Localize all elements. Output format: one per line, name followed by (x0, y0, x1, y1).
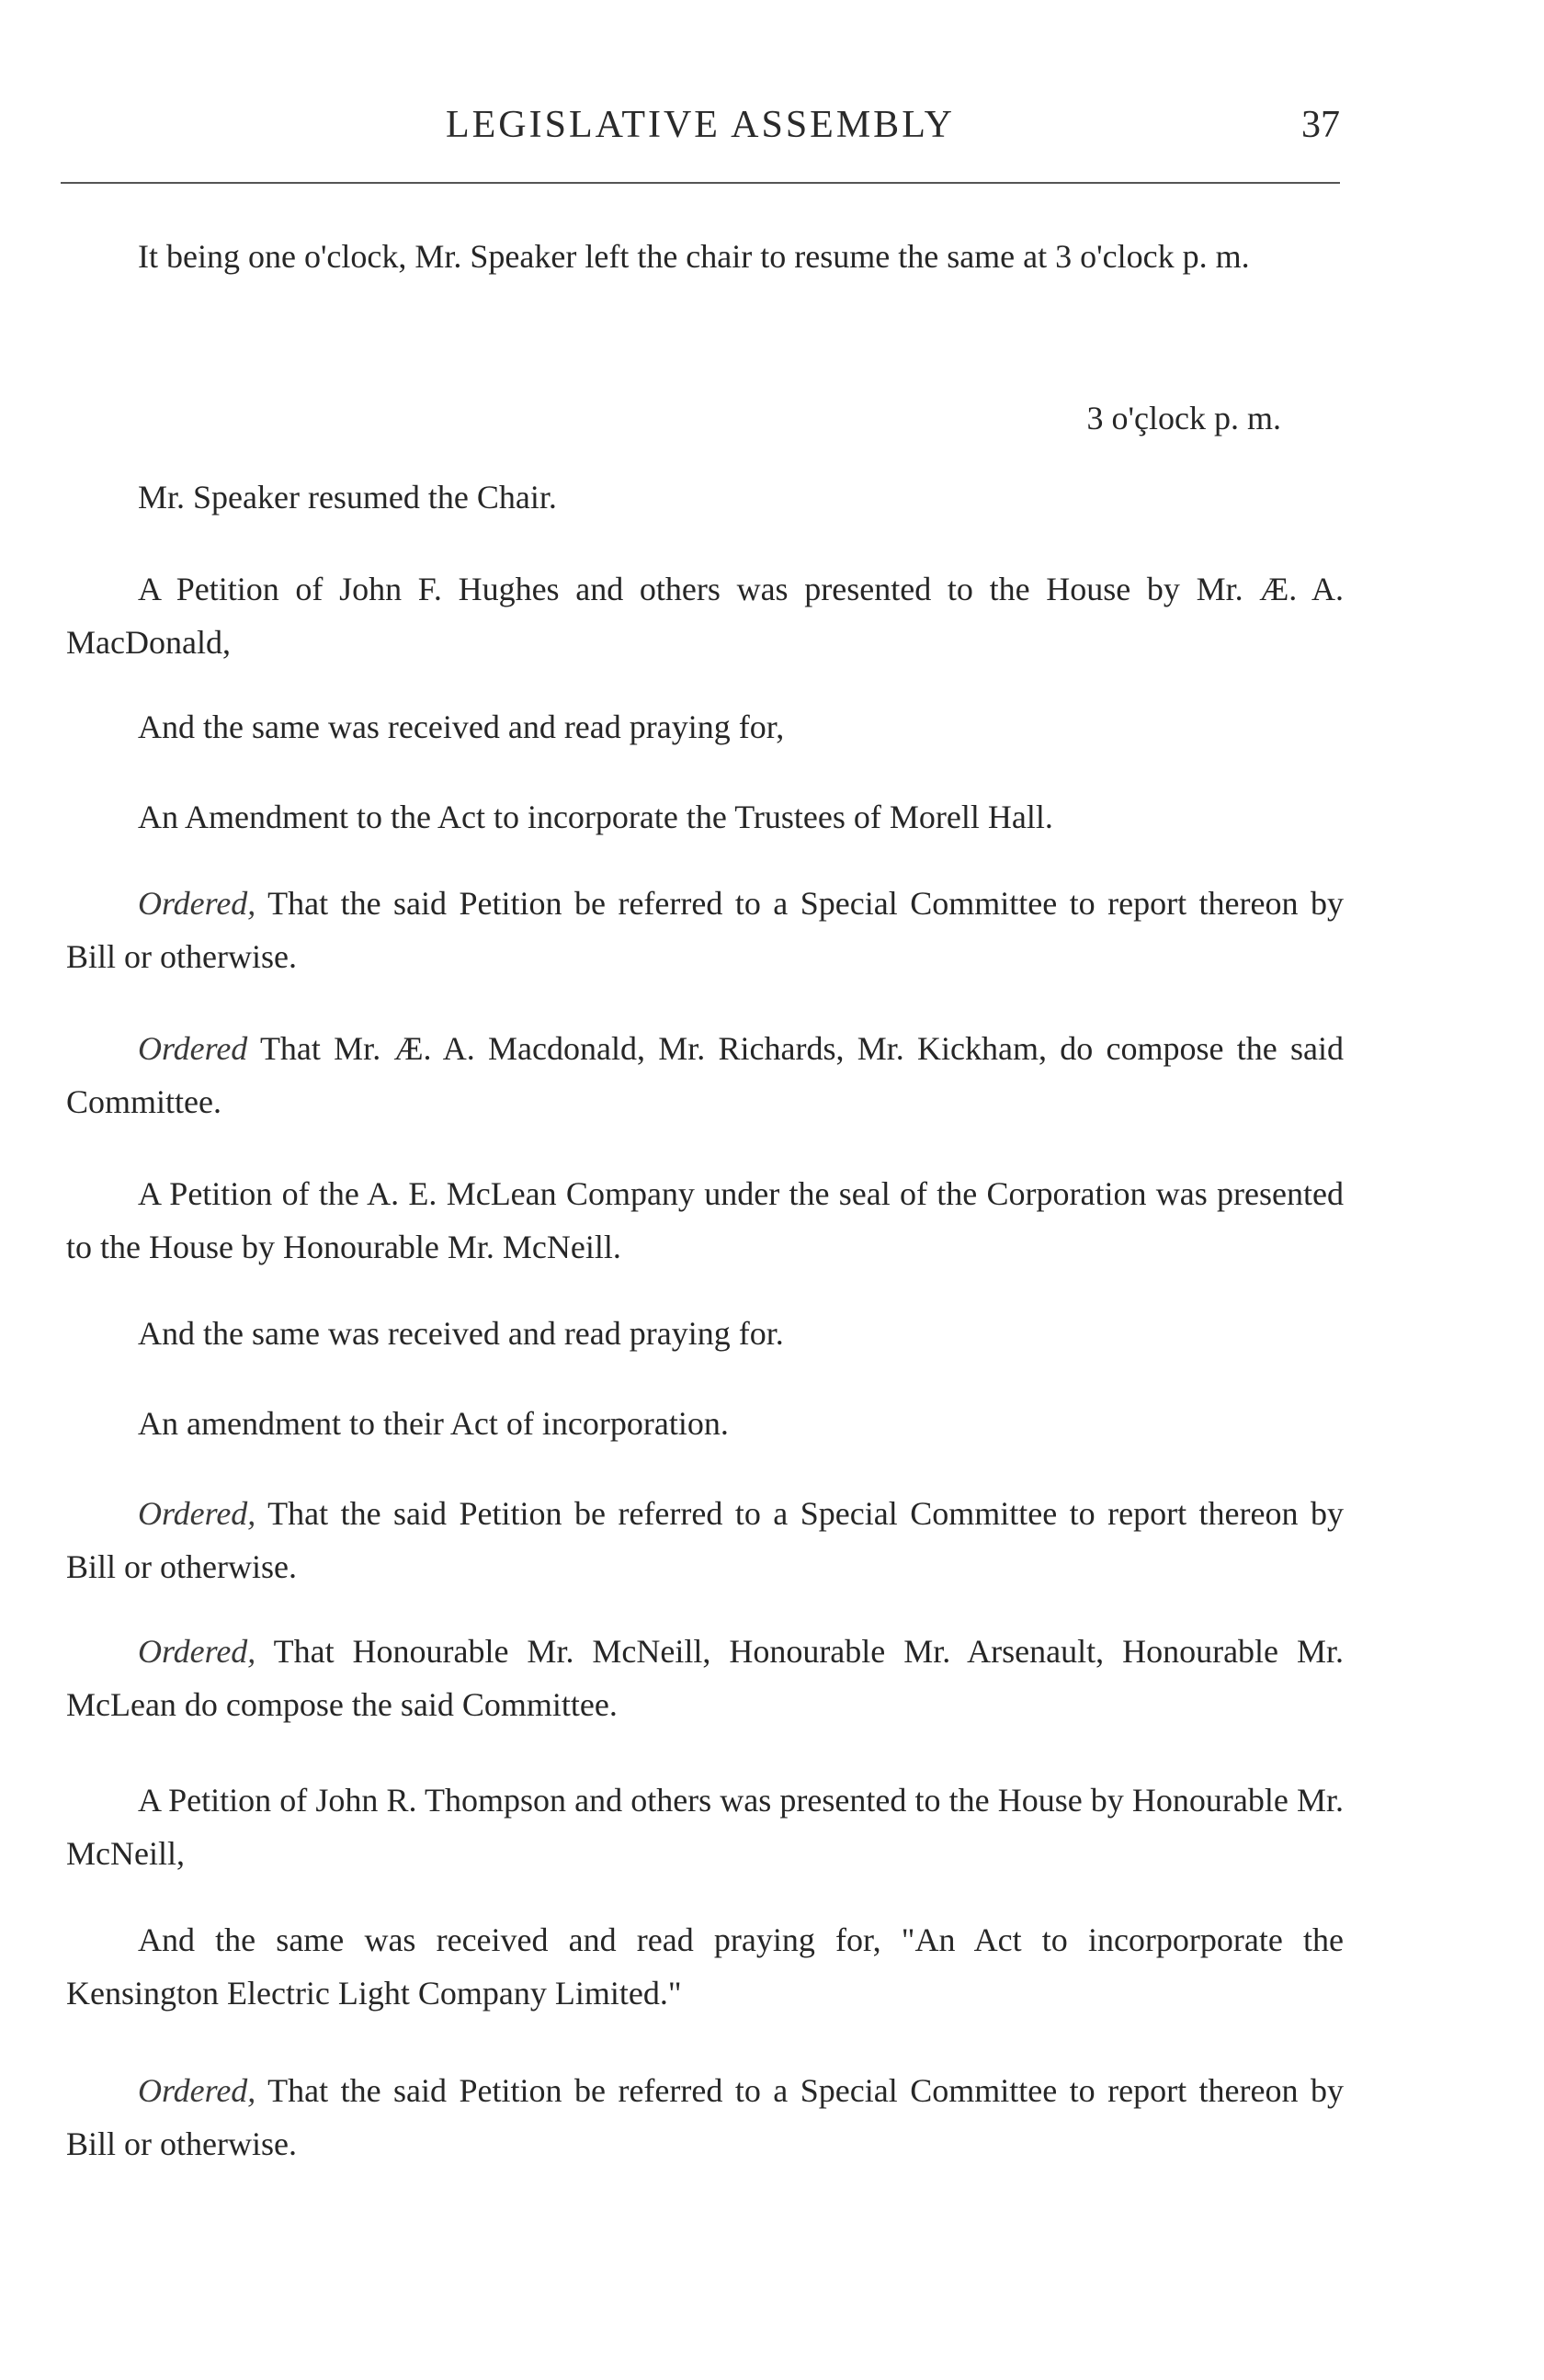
paragraph-petition-mclean (66, 1167, 1344, 1274)
paragraph-text: And the same was received and read praying for. (138, 1315, 784, 1352)
header-rule (61, 182, 1340, 184)
page-header (61, 103, 1340, 158)
running-title: LEGISLATIVE ASSEMBLY (446, 104, 955, 146)
paragraph-text: That the said Petition be referred to a Special Committee to report thereon by Bill or otherwise. (66, 1495, 1344, 1585)
ordered-label: Ordered, (138, 2072, 256, 2109)
paragraph-text: An Amendment to the Act to incorporate the Trustees of Morell Hall. (138, 799, 1053, 835)
paragraph-received-read-2 (66, 1307, 1344, 1360)
paragraph-text: A Petition of John F. Hughes and others was presented to the House by Mr. Æ. A. MacDonald, (66, 571, 1344, 661)
ordered-label: Ordered, (138, 885, 256, 922)
paragraph-speaker-resumed (66, 470, 1344, 524)
paragraph-text: An amendment to their Act of incorporation. (138, 1405, 729, 1442)
paragraph-text: That Honourable Mr. McNeill, Honourable Mr. Arsenault, Honourable Mr. McLean do compose the said Committee. (66, 1633, 1344, 1723)
paragraph-ordered-5 (66, 2064, 1344, 2170)
paragraph-text: It being one o'clock, Mr. Speaker left the chair to resume the same at 3 o'clock p. m. (138, 238, 1250, 275)
paragraph-text: Mr. Speaker resumed the Chair. (138, 479, 557, 516)
paragraph-ordered-3 (66, 1487, 1344, 1593)
ordered-label: Ordered, (138, 1495, 256, 1532)
paragraph-text: That Mr. Æ. A. Macdonald, Mr. Richards, Mr. Kickham, do compose the said Committee. (66, 1030, 1344, 1120)
paragraph-text: That the said Petition be referred to a Special Committee to report thereon by Bill or otherwise. (66, 2072, 1344, 2162)
paragraph-amendment-incorporation (66, 1397, 1344, 1450)
paragraph-ordered-1 (66, 877, 1344, 983)
time-heading: 3 o'çlock p. m. (1086, 400, 1281, 436)
paragraph-text: And the same was received and read praying for, (138, 708, 785, 745)
paragraph-amendment-morell (66, 790, 1344, 844)
page-number: 37 (1301, 104, 1340, 146)
ordered-label: Ordered, (138, 1633, 256, 1670)
ordered-label: Ordered (138, 1030, 248, 1067)
paragraph-petition-thompson (66, 1774, 1344, 1880)
paragraph-petition-hughes (66, 562, 1344, 669)
paragraph-speaker-left (66, 230, 1344, 283)
paragraph-text: That the said Petition be referred to a Special Committee to report thereon by Bill or otherwise. (66, 885, 1344, 975)
paragraph-text: A Petition of the A. E. McLean Company under the seal of the Corporation was presented to the House by Honourable Mr. McNeill. (66, 1175, 1344, 1265)
paragraph-ordered-2 (66, 1022, 1344, 1128)
paragraph-received-read-1 (66, 700, 1344, 754)
paragraph-received-read-3 (66, 1913, 1344, 2020)
paragraph-ordered-4 (66, 1625, 1344, 1731)
paragraph-text: A Petition of John R. Thompson and others was presented to the House by Honourable Mr. McNeill, (66, 1782, 1344, 1872)
paragraph-text: And the same was received and read praying for, "An Act to incorporporate the Kensington Electric Light Company Limited." (66, 1921, 1344, 2012)
